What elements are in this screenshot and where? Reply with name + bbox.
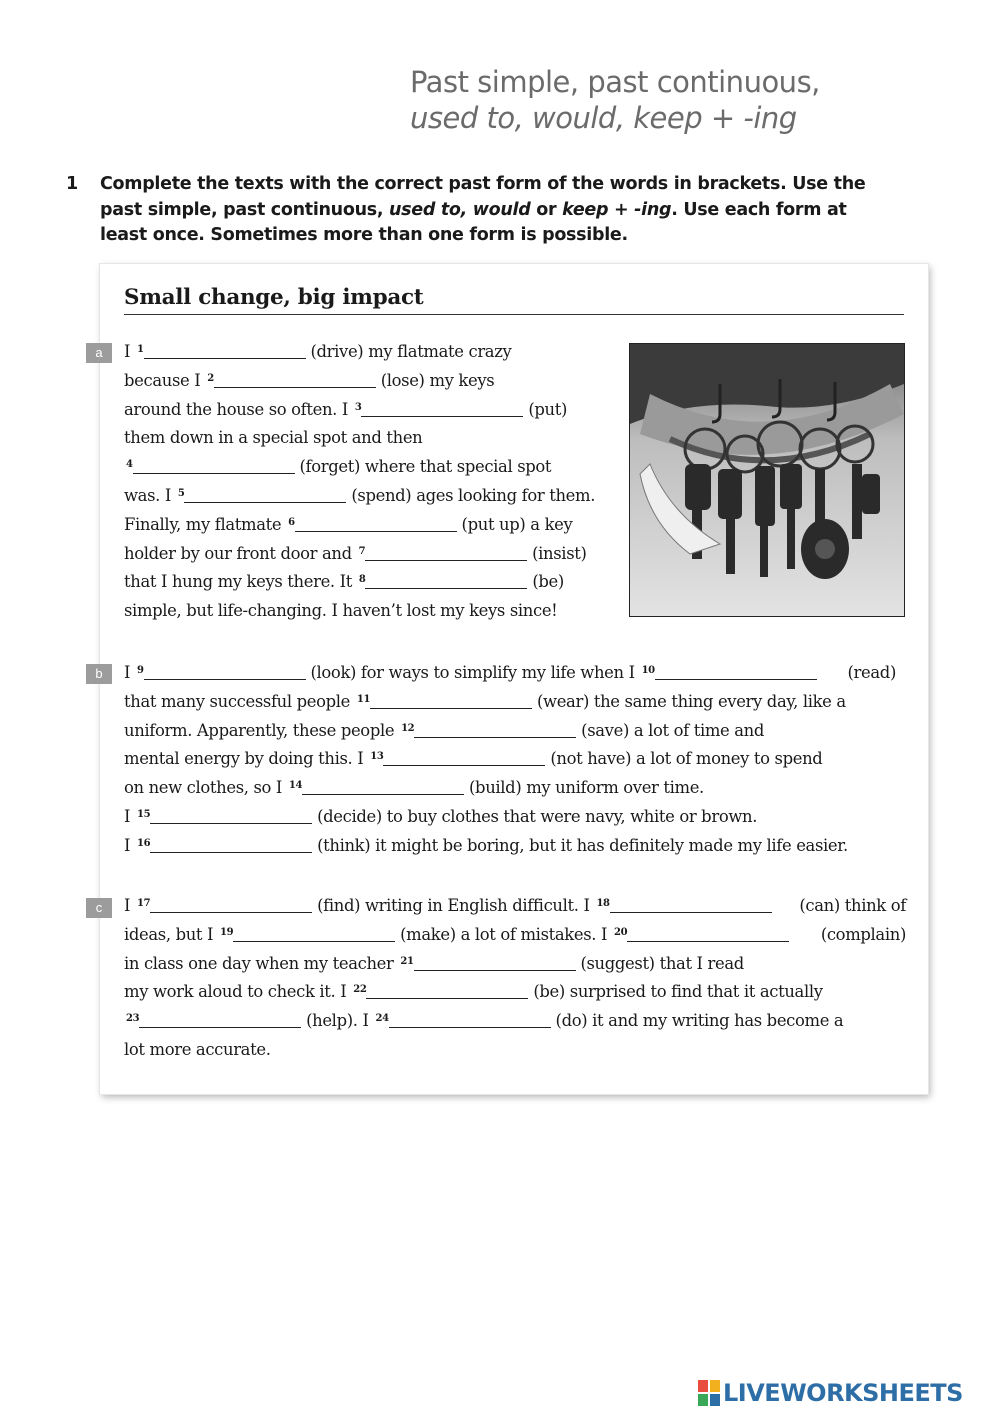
text-segment: (suggest) that I read — [575, 953, 744, 973]
instruction-ing: -ing — [634, 199, 672, 220]
answer-blank-9[interactable] — [144, 663, 306, 680]
text-line — [124, 921, 906, 950]
text-segment: (insist) — [527, 543, 587, 563]
exercise-instruction — [66, 172, 886, 249]
text-segment: mental energy by doing this. I — [124, 749, 369, 769]
answer-blank-10[interactable] — [655, 663, 817, 680]
text-line — [124, 396, 624, 425]
text-segment: (do) it and my writing has become a — [550, 1011, 844, 1031]
text-segment: that I hung my keys there. It — [124, 572, 357, 592]
answer-blank-15[interactable] — [150, 807, 312, 824]
section-a-text — [124, 338, 624, 626]
text-segment: I — [124, 342, 135, 361]
text-segment: (lose) my keys — [375, 370, 495, 390]
answer-blank-24[interactable] — [389, 1011, 551, 1028]
liveworksheets-logo[interactable] — [698, 1378, 994, 1408]
text-segment: I — [124, 663, 135, 682]
gap-number: 11 — [356, 693, 371, 705]
instruction-or: or — [530, 199, 563, 220]
text-segment: around the house so often. I — [124, 399, 353, 419]
text-segment: (spend) ages looking for them. — [346, 485, 596, 505]
answer-blank-16[interactable] — [150, 836, 312, 853]
text-segment: because I — [124, 370, 206, 390]
gap-number: 19 — [220, 926, 234, 938]
text-segment: (not have) a lot of money to spend — [545, 749, 823, 769]
instruction-part: Complete the texts with the correct past form of the words in brackets. Use the past simple, past continuous, — [100, 174, 866, 220]
text-segment: (build) my uniform over time. — [464, 778, 704, 798]
answer-blank-13[interactable] — [383, 749, 545, 766]
text-segment: (save) a lot of time and — [576, 720, 765, 740]
gap-number: 6 — [288, 516, 295, 528]
text-segment: Finally, my flatmate — [124, 514, 287, 534]
text-segment: (forget) where that special spot — [294, 457, 552, 477]
text-line — [124, 568, 624, 597]
text-segment: (wear) the same thing every day, like a — [532, 691, 846, 711]
gap-number: 14 — [288, 780, 303, 792]
text-segment: that many successful people — [124, 691, 355, 711]
instruction-used-to: used to — [388, 199, 461, 220]
text-line — [124, 717, 896, 746]
instruction-plus: + — [608, 199, 635, 220]
gap-number: 5 — [177, 487, 185, 499]
text-line — [124, 688, 896, 717]
text-segment: (drive) my flatmate crazy — [305, 342, 512, 361]
text-segment: (think) it might be boring, but it has definitely made my life easier. — [312, 835, 848, 855]
text-segment: (can) think of — [799, 896, 906, 915]
card-title: Small change, big impact — [124, 282, 904, 315]
section-a-badge: a — [86, 343, 112, 363]
logo-text: LIVEWORKSHEETS — [723, 1379, 963, 1407]
text-segment: my work aloud to check it. I — [124, 982, 352, 1002]
text-line — [124, 892, 906, 921]
text-line: lot more accurate. — [124, 1039, 271, 1059]
gap-number: 8 — [358, 574, 366, 586]
text-segment: (complain) — [820, 924, 906, 944]
section-b-badge: b — [86, 664, 112, 684]
text-segment: on new clothes, so I — [124, 778, 287, 798]
gap-number: 3 — [354, 401, 362, 413]
text-line — [124, 745, 896, 774]
text-line — [124, 367, 624, 396]
text-segment: I — [124, 835, 135, 855]
keys-on-hooks-image — [630, 344, 904, 616]
text-segment: holder by our front door and — [124, 543, 357, 563]
gap-number: 10 — [641, 665, 655, 676]
text-segment: (help). I — [301, 1011, 374, 1031]
text-line: simple, but life-changing. I haven’t lost my keys since! — [124, 601, 558, 621]
answer-blank-4[interactable] — [133, 457, 295, 474]
title-line-2: used to, would, keep + -ing — [410, 101, 797, 135]
section-b-text — [124, 659, 896, 861]
text-segment: (be) surprised to find that it actually — [528, 982, 823, 1002]
text-segment: ideas, but I — [124, 924, 219, 944]
gap-number: 17 — [137, 898, 151, 909]
answer-blank-3[interactable] — [361, 400, 523, 417]
instruction-text — [100, 172, 886, 249]
text-line — [124, 511, 624, 540]
text-segment: uniform. Apparently, these people — [124, 720, 400, 740]
exercise-number: 1 — [66, 174, 78, 194]
text-line: them down in a special spot and then — [124, 428, 423, 448]
gap-number: 1 — [137, 344, 144, 355]
text-segment: (put up) a key — [456, 514, 573, 534]
section-c-text — [124, 892, 906, 1065]
gap-number: 4 — [126, 459, 133, 471]
section-c-badge: c — [86, 898, 112, 918]
answer-blank-22[interactable] — [366, 982, 528, 999]
text-line — [124, 453, 624, 482]
keys-photo — [629, 343, 905, 617]
instruction-would: would — [472, 199, 531, 220]
answer-blank-1[interactable] — [144, 342, 306, 359]
gap-number: 12 — [401, 722, 415, 734]
answer-blank-2[interactable] — [214, 371, 376, 388]
text-line — [124, 482, 624, 511]
instruction-part: . Use each form at least once. Sometimes more than one form is possible. — [100, 199, 847, 245]
text-segment: (find) writing in English difficult. I — [312, 896, 595, 915]
text-segment: (read) — [847, 663, 896, 682]
gap-number: 9 — [137, 665, 144, 676]
answer-blank-18[interactable] — [610, 896, 772, 913]
line-start — [124, 921, 789, 950]
line-start — [124, 892, 772, 921]
liveworksheets-logo-icon — [698, 1380, 720, 1406]
answer-blank-7[interactable] — [365, 544, 527, 561]
title-line-1: Past simple, past continuous, — [410, 65, 820, 99]
text-line — [124, 659, 896, 688]
line-start — [124, 659, 817, 688]
gap-number: 21 — [400, 955, 414, 967]
instruction-comma: , — [460, 199, 473, 220]
answer-blank-14[interactable] — [302, 778, 464, 795]
text-line — [124, 774, 896, 803]
text-segment: (look) for ways to simplify my life when I — [305, 663, 640, 682]
text-line — [124, 832, 896, 861]
answer-blank-19[interactable] — [233, 925, 395, 942]
text-segment: was. I — [124, 485, 176, 505]
gap-number: 18 — [596, 898, 610, 909]
gap-number: 15 — [137, 808, 151, 820]
text-line — [124, 1007, 906, 1036]
answer-blank-5[interactable] — [184, 486, 346, 503]
text-line — [124, 803, 896, 832]
answer-blank-6[interactable] — [295, 515, 457, 532]
text-segment: (put) — [523, 399, 568, 419]
answer-blank-23[interactable] — [139, 1011, 301, 1028]
worksheet-title — [410, 64, 970, 136]
text-segment: I — [124, 806, 135, 826]
text-line — [124, 540, 624, 569]
reading-card — [95, 264, 928, 1094]
text-line — [124, 338, 624, 367]
gap-number: 16 — [137, 837, 151, 849]
gap-number: 24 — [375, 1013, 389, 1025]
answer-blank-11[interactable] — [370, 692, 532, 709]
text-segment: I — [124, 896, 135, 915]
gap-number: 13 — [370, 751, 384, 763]
gap-number: 22 — [353, 984, 367, 996]
answer-blank-21[interactable] — [414, 954, 576, 971]
text-line — [124, 950, 906, 979]
gap-number: 7 — [358, 545, 366, 557]
text-segment: (make) a lot of mistakes. I — [395, 924, 612, 944]
text-segment: in class one day when my teacher — [124, 953, 399, 973]
answer-blank-20[interactable] — [627, 925, 789, 942]
answer-blank-8[interactable] — [365, 572, 527, 589]
instruction-keep: keep — [562, 199, 609, 220]
gap-number: 2 — [207, 372, 214, 384]
text-line — [124, 978, 906, 1007]
text-segment: (decide) to buy clothes that were navy, white or brown. — [312, 806, 758, 826]
gap-number: 23 — [126, 1013, 140, 1025]
gap-number: 20 — [614, 926, 628, 938]
answer-blank-12[interactable] — [414, 721, 576, 738]
text-segment: (be) — [527, 572, 564, 592]
answer-blank-17[interactable] — [150, 896, 312, 913]
